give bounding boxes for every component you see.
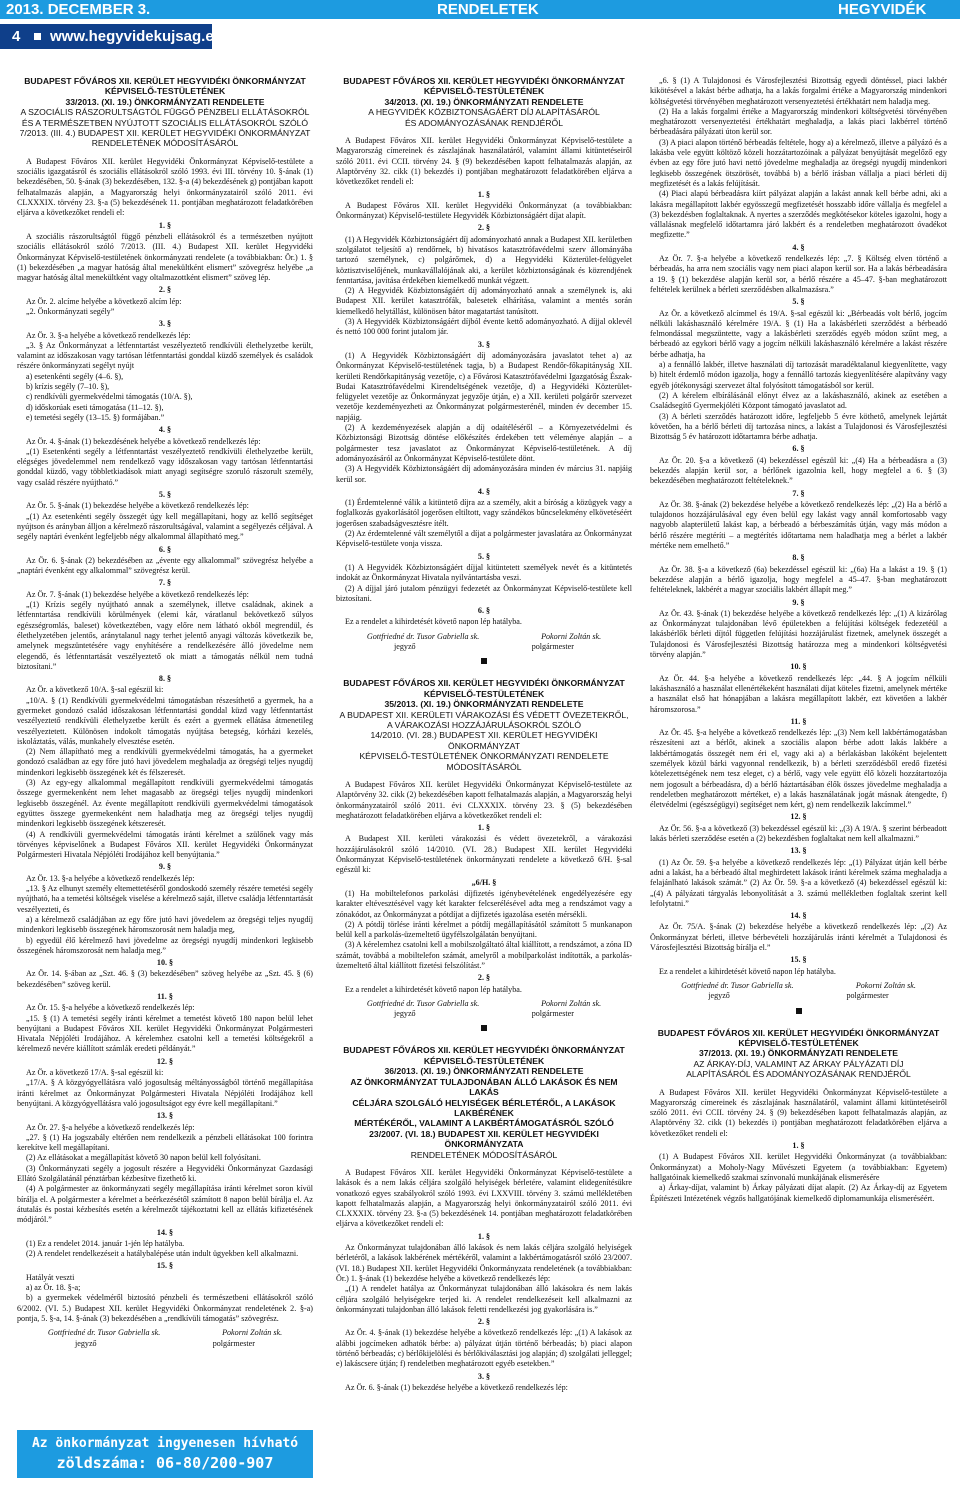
paragraph: Az Ör. 4. §-ának (1) bekezdése helyébe a következő rendelkezés lép: „(1) A lakások az alábbi jogcímeken adhatók bérbe: a) pályázat útján történő bérbeadás; b) piaci alapon történő bérbeadás; c) bérlőkijelölési és bérlőkiválasztási jog alapján; d) szolgálati jelleggel; e) lakáscsere útján; f) rendeletben meghatározott egyéb esetekben.” (336, 1328, 632, 1369)
paragraph: „(1) Az esetenkénti segély összegét úgy kell megállapítani, hogy az kellő segítséget nyújtson és arányban álljon a kérelmező rászorultságával, valamint a segélyezés céljával. A segély naptári évenként legfeljebb négy alkalommal állapítható meg.” (17, 511, 313, 542)
paragraph: „10/A. § (1) Rendkívüli gyermekvédelmi támogatásban részesíthető a gyermek, ha a gyermeket gondozó család időszakosan létfenntartási gonddal küzd vagy létfenntartást veszélyeztető rendkívüli élethelyzetbe került és ezért a gyermek ellátása átmenetileg veszélyeztetett. Különösen indokolt támogatás nyújtása betegség, kórházi kezelés, iskoláztatás, válás, munkahely elvesztése esetén. (17, 695, 313, 746)
paragraph: Az Ör. 6. §-ának (2) bekezdésében az „évente egy alkalommal” szövegrész helyébe a „naptári évenként egy alkalommal” szövegrész kerül. (17, 555, 313, 576)
website-link[interactable]: www.hegyvidekujsag.eu (50, 28, 223, 45)
paragraph: Az Ör. 13. §-a helyébe a következő rendelkezés lép: (26, 873, 195, 883)
paragraph: (3) A Hegyvidék Közbiztonságáért díj adományozására minden év március 31. napjáig kerül sor. (336, 464, 632, 484)
paragraph: b) egyedül élő kérelmező havi jövedelme az öregségi nyugdíj mindenkori legkisebb összegének háromszorosát nem haladja meg.” (17, 935, 313, 955)
paragraph: (2) Az érdemtelenné vált személytől a díjat a polgármester javaslatára az Önkormányzat Képviselő-testülete vonja vissza. (336, 529, 632, 549)
end-of-article-square-icon (796, 1008, 802, 1014)
paragraph: A Budapest Főváros XII. kerület Hegyvidéki Önkormányzat Képviselő-testülete a lakások és a nem lakás céljára szolgáló helyiségek bérletére, valamint elidegenítésükre vonatkozó egyes szabályokról szóló 1993. évi LXXVIII. törvény 3. számú mellékletében kapott felhatalmazás alapján, a Magyarország helyi önkormányzatairól szóló 2011. évi CLXXXIX. törvény 23. §-a (5) bekezdésének 14. pontjában meghatározott feladatkörében eljárva a következőket rendeli el: (336, 1167, 632, 1229)
paragraph: A szociális rászorultságtól függő pénzbeli ellátásokról és a természetben nyújtott szociális ellátásokról szóló 7/2013. (III. 4.) Budapest XII. kerület Hegyvidéki Önkormányzat Képviselő-testületének önkormányzati rendelete (a továbbiakban: Ör.) 1. § (1) bekezdésében „a magyar hatóság által menekültként elismert” szövegrész helyébe „a magyar hatóság által menekültként vagy oltalmazottként elismert” szöveg lép. (17, 231, 313, 283)
page-info-bar (0, 24, 223, 49)
signature-names: Gottfriedné dr. Tusor Gabriella sk. Pokorni Zoltán sk. (681, 980, 916, 990)
paragraph: a) Árkay-díjat, valamint b) Árkay pályázati díjat alapít. (2) Az Árkay-díj az Egyetem Építészeti Intézetének végzős hallgatójának kiemelkedő diplomamunkája elismeréséért. (650, 1183, 947, 1203)
column-right (650, 76, 947, 1476)
paragraph: (2) Ha a lakás forgalmi értéke a Magyarország mindenkori költségvetési törvényében meghatározott versenyeztetési értékhatárt meghaladja, a lakás piaci lakbérrel történő bérbeadására pályázati úton kerül sor. (650, 106, 947, 137)
paragraph: Az Ör. 20. §-a a következő (4) bekezdéssel egészül ki: „(4) Ha a bérbeadásra a (3) bekezdés alapján kerül sor, a bérlőnek igazolnia kell, hogy megfelel a 6. § (3) bekezdésében meghatározott feltételeknek.” (650, 455, 947, 486)
paragraph: A Budapest Főváros XII. kerület Hegyvidéki Önkormányzat Képviselő-testülete a Magyarország címereinek és zászlajának használatáról, valamint állami kitüntetéseiről szóló 2011. évi CCII. törvény 24. § (9) bekezdésében kapott felhatalmazás alapján, az Alaptörvény 32. cikk (1) bekezdés i) pontjában meghatározott feladatkörében eljárva a következőket rendeli el: (336, 136, 632, 187)
list-item: a) esetenkénti segély (4–6. §), (26, 371, 124, 381)
section-number: 1. § (477, 189, 491, 199)
paragraph: Az Ör. 56. §-a a következő (3) bekezdéssel egészül ki: „(3) A 19/A. § szerint bérbeadott lakás bérleti szerződése esetén a (2) bekezdésben foglaltakat nem kell alkalmazni.” (650, 823, 947, 844)
paragraph: a) a kérelmező családjában az egy főre jutó havi jövedelem az öregségi teljes nyugdíj mindenkori legkisebb összegének háromszorosát nem haladja meg, (17, 914, 313, 935)
end-of-article-square-icon (481, 1025, 487, 1031)
paragraph: (1) Ez a rendelet 2014. január 1-jén lép hatályba. (26, 1238, 185, 1248)
section-number: 5. § (477, 551, 491, 561)
decree-35-header: BUDAPEST FŐVÁROS XII. KERÜLET HEGYVIDÉKI ÖNKORMÁNYZAT KÉPVISELŐ-TESTÜLETÉNEK 35/2013. (XI. 19.) ÖNKORMÁNYZATI RENDELETE A BUDAPEST XII. KERÜLETI VÁRAKOZÁSI ÉS VÉDETT ÖVEZETEKRŐL, A VÁRAKOZÁSI HOZZÁJÁRULÁSOKRÓL SZÓLÓ 14/2010. (VI. 28.) BUDAPEST XII. KERÜLET HEGYVIDÉKI ÖNKORMÁNYZAT KÉPVISELŐ-TESTÜLETÉNEK ÖNKORMÁNYZATI RENDELETE MÓDOSÍTÁSÁRÓL (339, 678, 629, 772)
paragraph: (4) Piaci alapú bérbeadásra kiírt pályázat alapján a lakást annak kell bérbe adni, aki a lakásra megállapított lakbér egyösszegű megfizetését hosszabb időre vállalja és megfelel a (3) bekezdésben foglaltaknak. A nyertes a szerződés megkötésekor köteles igazolni, hogy a vállalásnak megfelelő időtartamra járó lakbért és a rendeletben meghatározott óvadékot megfizette.” (650, 189, 947, 240)
paragraph: (2) A kérelem elbírálásánál előnyt élvez az a lakáshasználó, akinek az esetében a Családsegítő Gyermekjóléti Központ támogató javaslatot ad. (650, 390, 947, 411)
section-number: 7. § (158, 578, 172, 588)
hotline-banner (17, 1430, 313, 1478)
paragraph: Az Ör. 2. alcíme helyébe a következő alcím lép: (26, 296, 182, 306)
paragraph: Az Ör. 7. §-a helyébe a következő rendelkezés lép: „7. § Költség elven történő a bérbeadás, ha arra nem szociális vagy nem piaci alapon kerül sor. Ha a lakás bérbeadására a 19. § (1) bekezdése alapján kerül sor, a bérlő részére a 45–47. §-ban meghatározott feltételek kerülnek a bérleti szerződésben alkalmazásra.” (650, 254, 947, 294)
signature-names: Gottfriedné dr. Tusor Gabriella sk. Pokorni Zoltán sk. (366, 631, 602, 641)
decree-37-header: BUDAPEST FŐVÁROS XII. KERÜLET HEGYVIDÉKI ÖNKORMÁNYZAT KÉPVISELŐ-TESTÜLETÉNEK 37/2013. (XI. 19.) ÖNKORMÁNYZATI RENDELETE AZ ÁRKAY-DÍJ, VALAMINT AZ ÁRKAY PÁLYÁZATI DÍJ ALAPÍTÁSÁRÓL ÉS ADOMÁNYOZÁSÁNAK RENDJÉRŐL (657, 1027, 940, 1080)
section-number: 9. § (792, 597, 805, 607)
section-number: 5. § (158, 490, 172, 500)
paragraph: Az Ör. 75/A. §-ának (2) bekezdése helyébe a következő rendelkezés lép: „(2) Az Önkormányzat bérleti, illetve bérbevételi hozzájárulás iránti kérelmét a Tulajdonosi és Városfejlesztési Bizottság bírálja el.” (650, 922, 947, 953)
section-number: 6. § (792, 444, 805, 454)
section-number: 13. § (790, 846, 807, 856)
section-number: 4. § (158, 425, 172, 435)
paragraph: „27. § (1) Ha jogszabály eltérően nem rendelkezik a pénzbeli ellátásokat 100 forintra kerekítve kell megállapítani. (17, 1132, 313, 1153)
paragraph: (3) A Hegyvidék Közbiztonságáért díjból évente kettő adományozható. A díjjal oklevél és nettó 100 000 forint jutalom jár. (336, 317, 632, 337)
paragraph: (2) A kezdeményezések alapján a díj odaítéléséről – a Környezetvédelmi és Közbiztonsági Bizottság döntése előkészítés érdekében tett véleménye alapján – a polgármester tesz javaslatot az Önkormányzat Képviselő-testületének. A díj adományozásáról az Önkormányzat Képviselő-testülete dönt. (336, 423, 632, 463)
paragraph: Az Ör. 44. §-a helyébe a következő rendelkezés lép: „44. § A jogcím nélküli lakáshasználó a használat ellenértékeként használati díjat köteles fizetni, amelynek mértéke a használat első hat hónapjában a lakásra megállapított lakbér, ezt követően a lakbér háromszorosa.” (650, 673, 947, 714)
paragraph: (4) A rendkívüli gyermekvédelmi támogatás iránti kérelmet a szülőnek vagy más törvényes képviselőnek a Budapest Főváros XII. kerület Hegyvidéki Önkormányzat Polgármesteri Hivatala Népjóléti Irodájához kell benyújtania.” (17, 829, 313, 860)
section-number: 2. § (477, 1317, 491, 1327)
paragraph: (2) A díjjal járó jutalom pénzügyi fedezetét az Önkormányzat Képviselő-testülete kell biztosítani. (336, 583, 632, 603)
signature-roles: jegyző polgármester (394, 1009, 574, 1019)
column-left (17, 76, 313, 1454)
paragraph: Ez a rendelet a kihirdetését követő napon lép hatályba. (345, 984, 522, 994)
paragraph: Az Ör. 27. §-a helyébe a következő rendelkezés lép: (26, 1122, 195, 1132)
paragraph: (1) A Hegyvidék Közbiztonságáért díjjal kitüntetett személyek nevét és a kitüntetés indokát az Önkormányzat Hivatala nyilvántartásba veszi. (336, 562, 632, 583)
section-number: 4. § (477, 486, 491, 496)
paragraph: Az Ör. 7. §-ának (1) bekezdése helyébe a következő rendelkezés lép: (26, 589, 249, 599)
paragraph: „(1) Krízis segély nyújtható annak a személynek, illetve családnak, akinek a létfenntartása rendkívüli körülmények (elemi kár, váratlanul bekövetkező súlyos egészségromlás, baleset) következtében, vagy előre nem látható okból megrendül, és élethelyzetében jelentős, aránytalanul nagy terhet jelentő anyagi változás következik be, amelynek megszüntetésére vagy enyhítésére a rendelkezésére álló jövedelme nem elegendő, és létfenntartását veszélyeztető ok miatt a támogatás nélkül nem tudná biztosítani.” (17, 600, 313, 671)
section-number: 3. § (158, 319, 172, 329)
paragraph: (1) Ha mobiltelefonos parkolási díjfizetés igénybevételének engedélyezésére egy karakter eltévesztésével vagy két karakter felcserélésével adta meg a rendszámot vagy a zónakódot, az Önkormányzat a pótdíjat a díjfizetés igazolása esetén mérsékli. (336, 888, 632, 919)
paragraph: Ez a rendelet a kihirdetését követő napon lép hatályba. (345, 617, 522, 627)
signature-roles: jegyző polgármester (708, 991, 889, 1001)
paragraph: „2. Önkormányzati segély” (26, 307, 115, 316)
paragraph: (3) A piaci alapon történő bérbeadás feltétele, hogy a) a kérelmező, illetve a pályázó és a lakásba vele együtt költöző közeli hozzátartozóinak a pályázat benyújtását megelőző egy évben az egy főre jutó havi nettó jövedelme meghaladja az öregségi nyugdíj mindenkori legkisebb összegének ötszörösét, továbbá b) a bérlő írásban vállalja a piaci bérleti díj megfizetését és a lakás felújítását. (650, 137, 947, 188)
list-item: b) krízis segély (7–10. §), (26, 382, 110, 392)
paragraph: (1) A Budapest Főváros XII. kerület Hegyvidéki Önkormányzat (a továbbiakban: Önkormányzat) a Moholy-Nagy Művészeti Egyetem (a továbbiakban: Egyetem) hallgatóinak kiemelkedő szakmai színvonalú munkájának elismerésére (650, 1152, 947, 1182)
section-number: 6. § (477, 606, 491, 616)
paragraph: (1) A Hegyvidék Közbiztonságáért díj adományozására javaslatot tehet a) az Önkormányzat Képviselő-testületének tagja, b) a Budapest Rendőr-főkapitányság XII. kerületi Rendőrkapitányság vezetője, c) a Fővárosi Katasztrófavédelmi Igazgatóság Észak-Budai Katasztrófavédelmi Kirendeltségének vezetője, d) a Hegyvidéki Közterület-felügyelet vezetője az Önkormányzat jegyzője útján, e) a XII. kerületi polgárőr szervezet vezetője kezdeményezheti az Önkormányzat polgármesterénél, minden év december 15. napjáig. (336, 350, 632, 422)
paragraph: Az Önkormányzat tulajdonában álló lakások és nem lakás céljára szolgáló helyiségek bérletéről, a lakások lakbérének mértékéről, valamint a lakbértámogatásról szóló 23/2007. (VI. 18.) Budapest XII. kerület Hegyvidéki Önkormányzata rendeletének (a továbbiakban: Ör.) 1. §-ának (1) bekezdése helyébe a következő rendelkezés lép: (336, 1243, 632, 1283)
paragraph: (3) A bérleti szerződés határozott időre, legfeljebb 5 évre köthető, amelynek lejártát követően, ha a bérlő bérleti díj tartozása nincs, a lakást a Tulajdonosi és Városfejlesztési Bizottság 5 év határozott időtartamra bérbe adhatja. (650, 411, 947, 442)
paragraph: „3. § Az Önkormányzat a létfenntartást veszélyeztető rendkívüli élethelyzetbe került, valamint az időszakosan vagy tartósan létfenntartási gonddal küzdő személyek és családok részére önkormányzati segélyt nyújt (17, 340, 313, 371)
paragraph: (1) A Hegyvidék Közbiztonságáért díj adományozható annak a Budapest XII. kerületben szolgálatot teljesítő a) rendőrnek, b) hivatásos katasztrófavédelmi szerv állományába tartozó személynek, c) polgárőrnek, d) a Hegyvidéki Közterület-felügyelet köztisztviselőjének, munkavállalójának aki, a kerület közbiztonságának és közrendjének fenntartása, javítása érdekében kiemelkedő munkát végzett. (336, 234, 632, 285)
publication-name: HEGYVIDÉK (838, 1, 927, 18)
section-number: 15. § (156, 1261, 174, 1271)
paragraph: Az Ör. 14. §-ában az „Szt. 46. § (3) bekezdésében” szöveg helyébe az „Szt. 45. § (6) bekezdésében” szöveg kerül. (17, 969, 313, 989)
section-number: 3. § (477, 1371, 491, 1381)
paragraph: (2) Nem állapítható meg a rendkívüli gyermekvédelmi támogatás, ha a gyermeket gondozó családban az egy főre jutó havi jövedelem meghaladja az öregségi teljes nyugdíj mindenkori legkisebb összegének két és félszeresét. (17, 747, 313, 777)
section-number: „6/H. § (471, 877, 497, 887)
square-bullet-icon (34, 33, 41, 40)
section-number: 4. § (792, 242, 805, 252)
issue-date: 2013. DECEMBER 3. (6, 1, 151, 18)
paragraph: b) a gyermekek védelméről biztosító pénzbeli és természetbeni ellátásokról szóló 6/2002. (VI. 5.) Budapest XII. kerület Hegyvidéki Önkormányzat rendeletének 2. §-a) pontja, 5. §-a, 14. §-ának (3) bekezdésében a „rendkívüli támogatás” szövegrész. (17, 1293, 313, 1323)
paragraph: Az Ör. 6. §-ának (1) bekezdése helyébe a következő rendelkezés lép: (345, 1382, 568, 1392)
hotline-number: zöldszáma: 06-80/200-907 (56, 1454, 274, 1472)
section-number: 12. § (790, 812, 807, 822)
signature-names: Gottfriedné dr. Tusor Gabriella sk. Pokorni Zoltán sk. (366, 998, 602, 1008)
section-title: RENDELETEK (437, 1, 539, 18)
section-number: 11. § (157, 992, 173, 1001)
signature-names: Gottfriedné dr. Tusor Gabriella sk. Pokorni Zoltán sk. (47, 1328, 283, 1338)
signature-roles: jegyző polgármester (394, 641, 574, 651)
paragraph: A Budapest Főváros XII. kerület Hegyvidéki Önkormányzat Képviselő-testülete a Magyarország címereinek és zászlajának használatáról, valamint állami kitüntetéseiről szóló 2011. évi CCII. törvény 24. § (9) bekezdésében kapott felhatalmazás alapján, az Alaptörvény 32. cikk (1) bekezdés i) pontjában meghatározott feladatkörében eljárva a következőket rendeli el: (650, 1087, 947, 1138)
section-number: 14. § (156, 1227, 174, 1237)
top-header-bar (0, 0, 960, 19)
page-number: 4 (12, 28, 21, 45)
list-item: d) időskorúak eseti támogatása (11–12. §), (26, 402, 164, 412)
section-number: 15. § (790, 955, 807, 965)
paragraph: „(1) A rendelet hatálya az Önkormányzat tulajdonában álló lakásokra és nem lakás céljára szolgáló helyiségekre terjed ki. A rendelet rendelkezéseit kell alkalmazni az önkormányzati tulajdonban álló lakások feletti rendelkezési jog gyakorlására is.” (336, 1284, 632, 1314)
paragraph: Az Ör. 45. §-a helyébe a következő rendelkezés lép: „(3) Nem kell lakbértámogatásban részesíteni azt a bérlőt, akinek a szociális alapon bérbe adott lakás lakbére a lakbértámogatás összegét nem éri el, vagy aki a) a bérlakásban lakóként bejelentett személyek közül bárki vagyonnal rendelkezik, b) a bérleti szerződésből eredő fizetési kötelezettségének nem tesz eleget, c) a bérlő, vagy vele együtt élő közeli hozzátartozója nem jogosult a bérbeadásra, d) a bérlő háztartásában élők összes jövedelme meghaladja a rendeletben meghatározott mértéket, e) a lakás használatának jogát másnak átengedte, f) életvédelmi (egészségügyi) segítséget nem kért, g) nem rendelkezik lakcímmel.” (650, 728, 947, 810)
paragraph: Az Ör. 43. §-ának (1) bekezdése helyébe a következő rendelkezés lép: „(1) A kizárólag az Önkormányzat tulajdonában lévő épületekben a felújítási költségek fedezetéül a lakásbérlők bérleti díjtól független felújítási hozzájárulást fizetnek, amelynek összegét a Tulajdonosi és Városfejlesztési Bizottság határozza meg a mindenkori költségvetési törvény alapján.” (650, 608, 947, 660)
signature-roles: jegyző polgármester (75, 1338, 255, 1348)
paragraph: Az Ör. a következő 17/A. §-sal egészül ki: (26, 1068, 164, 1078)
column-middle (336, 76, 632, 1476)
section-number: 10. § (790, 662, 807, 672)
paragraph: Az Ör. 38. §-ának (2) bekezdése helyébe a következő rendelkezés lép: „(2) Ha a bérlő a tulajdonos hozzájárulásával egy éven belül egy lakást vagy annál komfortosabb vagy nagyobb alapterületű lakást kap, a bérbeadó a bérbeszámítás útján, vagy más módon a bérlő részére megtéríti – a megtérítés időtartama nem haladhatja meg a bérlet a lakbér mértéke nem emelhető.” (650, 499, 947, 551)
section-number: 3. § (477, 339, 491, 349)
section-number: 10. § (156, 958, 174, 968)
section-number: 6. § (158, 544, 172, 554)
list-item: c) rendkívüli gyermekvédelmi támogatás (10/A. §), (26, 392, 193, 402)
paragraph: Az Ör. 38. §-a a következő (6a) bekezdéssel egészül ki: „(6a) Ha a lakást a 19. § (1) bekezdése alapján a bérlő igazolja, hogy megfelel a 45–47. §-ban meghatározott feltételeknek, lakbérét a magyar szociális lakbért állapít meg.” (650, 564, 947, 595)
paragraph: „13. § Az elhunyt személy eltemettetéséről gondoskodó személy részére temetési segély nyújtható, ha a temetési költségek viselése a kérelmező saját, illetve családja létfenntartását veszélyezteti, és (17, 884, 313, 914)
paragraph: (4) A polgármester az önkormányzati segély megállapítása iránti kérelmet soron kívül bírálja el. A polgármester a kérelmet a beérkezésétől számított 8 napon belül bírálja el. Az átutalás és postai kézbesítés esetén a kérelmezőt tájékoztatni kell az ellátás kifizetésének módjáról.” (17, 1184, 313, 1225)
paragraph: (3) Önkormányzati segély a jogosult részére a Hegyvidéki Önkormányzat Gazdasági Ellátó Szolgálatánál pénztárban kézbesítve fizethető ki. (17, 1163, 313, 1184)
section-number: 9. § (158, 862, 172, 872)
paragraph: a) az Ör. 18. §-a; (26, 1283, 81, 1293)
section-number: 7. § (792, 488, 805, 498)
paragraph: (1) Az Ör. 59. §-a helyébe a következő rendelkezés lép: „(1) Pályázat útján kell bérbe adni a lakást, ha a bérbeadó által meghirdetett lakások iránti kérelmek száma meghaladja a felajánlható lakások számát.” (2) Az Ör. 59. §-a a következő (4) bekezdéssel egészül ki: „(4) A pályázati tárgyalás lebonyolítását a 3. számú mellékletben foglaltak szerint kell lefolytatni.” (650, 857, 947, 908)
hotline-text: Az önkormányzat ingyenesen hívható (31, 1436, 299, 1451)
section-number: 12. § (156, 1056, 174, 1066)
paragraph: A Budapest Főváros XII. kerület Hegyvidéki Önkormányzat Képviselő-testülete az Alaptörvény 32. cikk (2) bekezdésében kapott felhatalmazás alapján, a Magyarország helyi önkormányzatairól szóló 2011. évi CLXXXIX. törvény 23. § (5) bekezdésében meghatározott feladatkörében eljárva a következőket rendeli el: (336, 779, 632, 820)
paragraph: Az Ör. 4. §-ának (1) bekezdésének helyébe a következő rendelkezés lép: (26, 436, 261, 446)
section-number: 2. § (477, 223, 491, 233)
paragraph: Az Ör. 3. §-a helyébe a következő rendelkezés lép: (26, 330, 191, 340)
paragraph: „15. § (1) A temetési segély iránti kérelmet a temetést követő 180 napon belül lehet benyújtani a Budapest Főváros XII. kerület Hegyvidéki Önkormányzat Polgármesteri Hivatala Népjóléti Irodájához. A kérelemhez csatolni kell a temetési költségekről a kérelmező nevére kiállított számlák eredeti példányát.” (17, 1013, 313, 1054)
paragraph: Az Ör. 15. §-a helyébe a következő rendelkezés lép: (26, 1003, 195, 1013)
paragraph: Az Ör. 5. §-ának (1) bekezdése helyébe a következő rendelkezés lép: (26, 501, 249, 511)
paragraph: Az Ör. a következő alcímmel és 19/A. §-sal egészül ki: „Bérbeadás volt bérlő, jogcím nélküli lakáshasználó kérelmére 19/A. § (1) Ha a lakásbérleti szerződést a bérbeadó felmondással megszüntette, vagy a lakásbérleti szerződés egyéb módon szűnt meg, a bérbeadó az egykori bérlő vagy a jogcím nélküli lakáshasználó kérelmére a lakást részére bérbe adhatja, ha (650, 308, 947, 359)
section-number: 13. § (156, 1111, 174, 1121)
section-number: 8. § (158, 674, 172, 684)
section-number: 1. § (158, 220, 172, 230)
paragraph: (2) Az ellátásokat a megállapítást követő 30 napon belül kell folyósítani. (26, 1153, 261, 1163)
paragraph: (1) Érdemtelenné válik a kitüntető díjra az a személy, akit a bíróság a közügyek vagy a foglalkozás gyakorlásától jogerősen eltiltott, vagy szándékos bűncselekmény elkövetéséért jogerősen szabadságvesztésre ítélt. (336, 498, 632, 528)
section-number: 11. § (790, 716, 807, 726)
paragraph: (2) A rendelet rendelkezéseit a hatálybalépése után indult ügyekben kell alkalmazni. (26, 1249, 299, 1259)
end-of-article-square-icon (481, 658, 487, 664)
paragraph: (3) A kérelemhez csatolni kell a mobilszolgáltató által kiállított, a rendszámot, a zóna ID számát, továbbá a mobiltelefon számát, amelyről a mobilparkolást indították, a parkolás-üzemeltető által kiállított fizetési felszólítást.” (336, 940, 632, 970)
paragraph: A Budapest Főváros XII. kerület Hegyvidéki Önkormányzat Képviselő-testülete a szociális igazgatásról és szociális ellátásokról szóló 1993. évi III. törvény 10. §-ának (1) bekezdésében, 50. §-ának (3) bekezdésében, 132. §-a (4) bekezdésének g) pontjában kapott felhatalmazás alapján, a Magyarország helyi önkormányzatairól szóló 2011. évi CLXXXIX. törvény 23. §-a (5) bekezdésének 11. pontjában meghatározott feladatkörében eljárva a következőket rendeli el: (17, 156, 313, 218)
paragraph: (3) Az egy-egy alkalommal megállapított rendkívüli gyermekvédelmi támogatás összege gyermekenként nem lehet magasabb az öregségi teljes nyugdíj mindenkori legkisebb összegénél. Az évente megállapított rendkívüli gyermekvédelmi támogatások együttes összege gyermekenként nem haladhatja meg az öregségi teljes nyugdíj mindenkori legkisebb összegének kétszeresét. (17, 778, 313, 829)
paragraph: (2) A pótdíj törlése iránti kérelmet a pótdíj megállapításától számított 5 munkanapon belül kell a parkolás-üzemeltető ügyfélszolgálatán benyújtani. (336, 919, 632, 940)
decree-33-header: BUDAPEST FŐVÁROS XII. KERÜLET HEGYVIDÉKI ÖNKORMÁNYZAT KÉPVISELŐ-TESTÜLETÉNEK 33/2013. (XI. 19.) ÖNKORMÁNYZATI RENDELETE A SZOCIÁLIS RÁSZORULTSÁGTÓL FÜGGŐ PÉNZBELI ELLÁTÁSOKRÓL ÉS A TERMÉSZETBEN NYÚJTOTT SZOCIÁLIS ELLÁTÁSOKRÓL SZÓLÓ 7/2013. (III. 4.) BUDAPEST XII. KERÜLET HEGYVIDÉKI ÖNKORMÁNYZAT RENDELETÉNEK MÓDOSÍTÁSÁRÓL (19, 76, 311, 149)
paragraph: a) a fennálló lakbér, illetve használati díj tartozását maradéktalanul kiegyenlítette, vagy b) hitelt érdemlő módon igazolja, hogy a fennálló tartozás kiegyenlítésére alapítvány vagy egyéb jótékonysági szervezet által folyósított támogatásból sor kerül. (650, 360, 947, 390)
section-number: 1. § (477, 1231, 491, 1241)
decree-36-header: BUDAPEST FŐVÁROS XII. KERÜLET HEGYVIDÉKI ÖNKORMÁNYZAT KÉPVISELŐ-TESTÜLETÉNEK 36/2013. (XI. 19.) ÖNKORMÁNYZATI RENDELETE AZ ÖNKORMÁNYZAT TULAJDONÁBAN ÁLLÓ LAKÁSOK ÉS NEM LAKÁS CÉLJÁRA SZOLGÁLÓ HELYISÉGEK BÉRLETÉRŐL, A LAKÁSOK LAKBÉRÉNEK MÉRTÉKÉRŐL, VALAMINT A LAKBÉRTÁMOGATÁSRÓL SZÓLÓ 23/2007. (VI. 18.) BUDAPEST XII. KERÜLET HEGYVIDÉKI ÖNKORMÁNYZATA RENDELETÉNEK MÓDOSÍTÁSÁRÓL (343, 1045, 625, 1160)
section-number: 14. § (790, 911, 807, 921)
section-number: 8. § (792, 553, 805, 563)
paragraph: „(1) Esetenkénti segély a létfenntartást veszélyeztető rendkívüli élethelyzetbe került, elégséges jövedelemmel nem rendelkező vagy időszakosan vagy tartósan létfenntartási gonddal küzdő, vagy többletkiadások miatt anyagi segítségre szoruló rászorult személy, vagy család részére nyújtható.” (17, 446, 313, 487)
section-number: 1. § (477, 823, 491, 833)
section-number: 2. § (158, 285, 172, 295)
paragraph: Hatályát veszti (26, 1272, 75, 1282)
section-number: 2. § (477, 973, 491, 983)
list-item: e) temetési segély (13–15. §) formájában.” (26, 412, 165, 422)
paragraph: Ez a rendelet a kihirdetését követő napon lép hatályba. (659, 966, 836, 976)
section-number: 5. § (792, 297, 805, 307)
decree-34-header: BUDAPEST FŐVÁROS XII. KERÜLET HEGYVIDÉKI ÖNKORMÁNYZAT KÉPVISELŐ-TESTÜLETÉNEK 34/2013. (XI. 19.) ÖNKORMÁNYZATI RENDELETE A HEGYVIDÉK KÖZBIZTONSÁGÁÉRT DÍJ ALAPÍTÁSÁRÓL ÉS ADOMÁNYOZÁSÁNAK RENDJÉRŐL (343, 76, 625, 128)
section-number: 1. § (792, 1141, 805, 1151)
paragraph: „17/A. § A közgyógyellátásra való jogosultság méltányosságból történő megállapítása iránti kérelmet az Önkormányzat Polgármesteri Hivatala Népjóléti Irodájához kell benyújtani. A közgyógyellátásra való jogosultságot egy évre kell megállapítani.” (17, 1078, 313, 1108)
paragraph: „6. § (1) A Tulajdonosi és Városfejlesztési Bizottság egyedi döntéssel, piaci lakbér kikötésével a lakást bérbe adhatja, ha a lakás forgalmi értéke a Magyarország mindenkori költségvetési törvényében meghatározott versenyeztetési értékhatárt nem haladja meg. (650, 76, 947, 106)
paragraph: A Budapest Főváros XII. kerület Hegyvidéki Önkormányzat (a továbbiakban: Önkormányzat) Képviselő-testülete Hegyvidék Közbiztonságáért díjat alapít. (336, 200, 632, 221)
paragraph: (2) A Hegyvidék Közbiztonságáért díj adományozható annak a személynek is, aki Budapest XII. kerület katasztrófák, balesetek elhárítása, valamint a mentés során kiemelkedő helytállást, különösen bátor magatartást tanúsított. (336, 286, 632, 316)
paragraph: Az Ör. a következő 10/A. §-sal egészül ki: (26, 685, 164, 695)
paragraph: A Budapest XII. kerületi várakozási és védett övezetekről, a várakozási hozzájárulásokról szóló 14/2010. (VI. 28.) Budapest XII. kerület Hegyvidéki Önkormányzat Képviselő-testületének önkormányzati rendelete a következő 6/H. §-sal egészül ki: (336, 834, 632, 875)
